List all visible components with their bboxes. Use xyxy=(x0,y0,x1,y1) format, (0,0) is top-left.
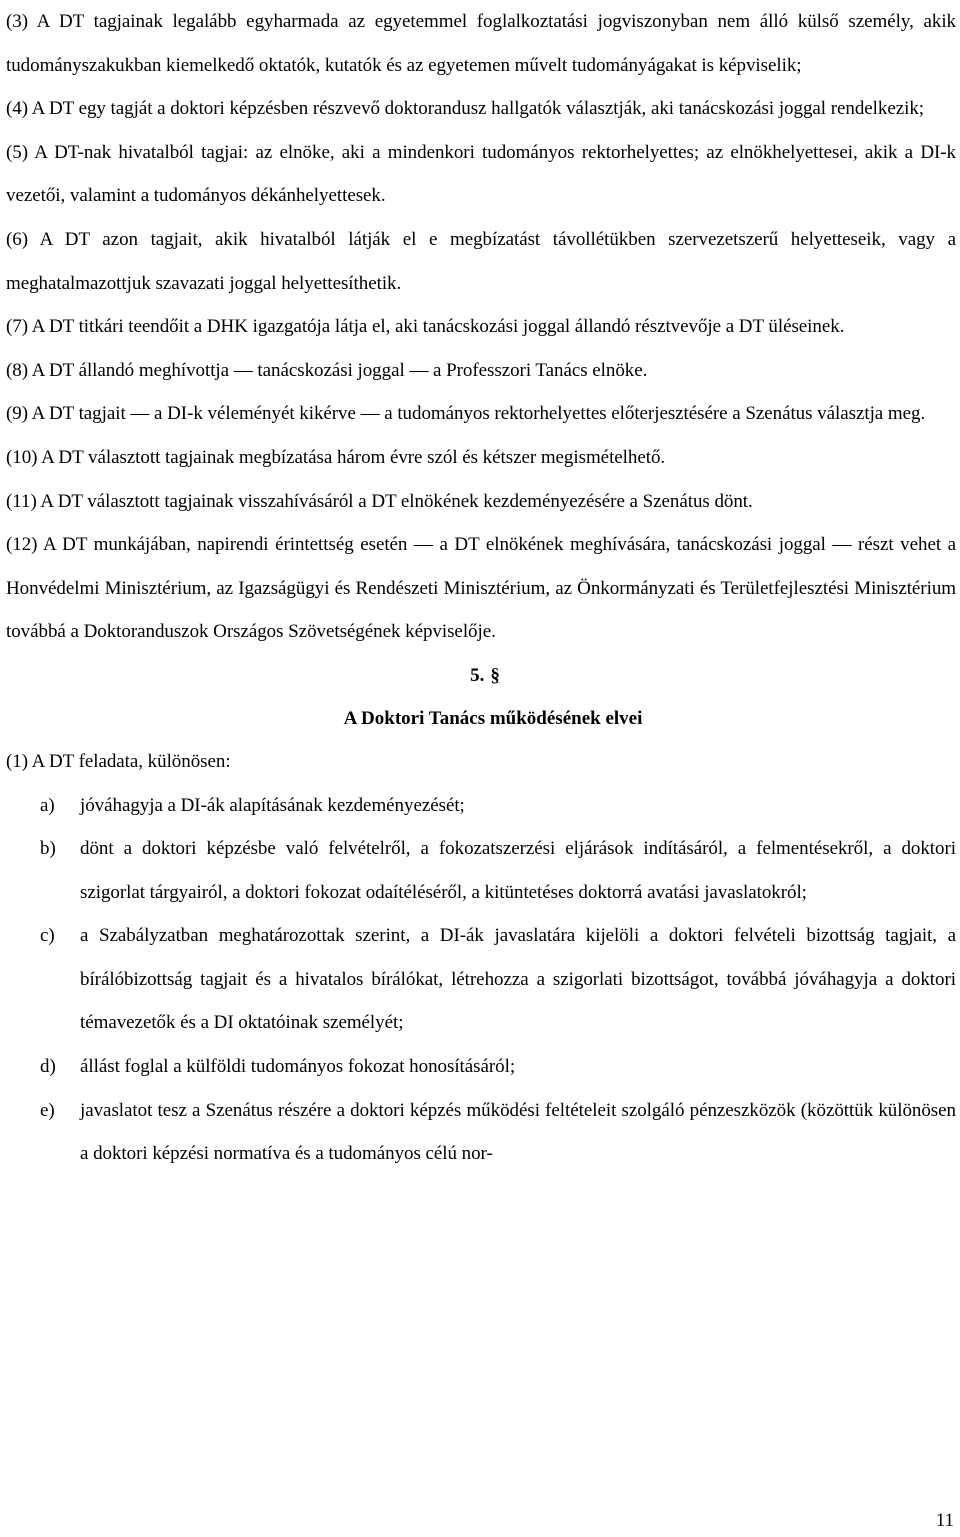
section-number-text: 5. xyxy=(470,664,485,686)
paragraph-3: (3) A DT tagjainak legalább egyharmada az egyetemmel foglalkoztatási jogviszonyban nem álló külső személy, akik tudományszakukban kiemelkedő oktatók, kutatók és az egyetemen művelt tudományágakat is képviselik; xyxy=(6,11,956,76)
section-number xyxy=(6,654,956,698)
list-letter: a) xyxy=(40,794,55,816)
list-text: jóváhagyja a DI-ák alapításának kezdeményezését; xyxy=(80,794,465,816)
paragraph-11: (11) A DT választott tagjainak visszahívásáról a DT elnökének kezdeményezésére a Szenátus dönt. xyxy=(6,490,753,512)
list-item xyxy=(6,827,956,914)
list-text: állást foglal a külföldi tudományos fokozat honosításáról; xyxy=(80,1056,516,1078)
list-item xyxy=(6,1089,956,1176)
list-item xyxy=(6,1045,956,1089)
section-sign: § xyxy=(490,664,500,686)
paragraph-10: (10) A DT választott tagjainak megbízatása három évre szól és kétszer megismételhető. xyxy=(6,446,666,468)
list-letter: e) xyxy=(40,1099,55,1121)
list-text: a Szabályzatban meghatározottak szerint, a DI-ák javaslatára kijelöli a doktori felvételi bizottság tagjait, a bírálóbizottság tagjait és a hivatalos bírálókat, létrehozza a szigorlati bizottságot, továbbá jóváhagyja a doktori témavezetők és a DI oktatóinak személyét; xyxy=(80,925,956,1034)
list-text: dönt a doktori képzésbe való felvételről, a fokozatszerzési eljárások indításáról, a felmentésekről, a doktori szigorlat tárgyairól, a doktori fokozat odaítéléséről, a kitüntetéses doktorrá avatási javaslatokról; xyxy=(80,838,956,903)
paragraph-7: (7) A DT titkári teendőit a DHK igazgatója látja el, aki tanácskozási joggal állandó résztvevője a DT üléseinek. xyxy=(6,316,845,338)
intro-paragraph: (1) A DT feladata, különösen: xyxy=(6,750,231,772)
document-page xyxy=(6,0,956,1176)
page-number: 11 xyxy=(935,1510,954,1531)
list-item xyxy=(6,784,956,828)
task-list xyxy=(6,784,956,1176)
list-item xyxy=(6,914,956,1045)
list-letter: d) xyxy=(40,1056,56,1078)
paragraph-6: (6) A DT azon tagjait, akik hivatalból látják el e megbízatást távollétükben szervezetszerű helyetteseik, vagy a meghatalmazottjuk szavazati joggal helyettesíthetik. xyxy=(6,228,956,294)
section-title: A Doktori Tanács működésének elvei xyxy=(343,707,643,729)
list-letter: b) xyxy=(40,838,56,860)
paragraph-8: (8) A DT állandó meghívottja ― tanácskozási joggal ― a Professzori Tanács elnöke. xyxy=(6,359,648,381)
paragraph-9: (9) A DT tagjait ― a DI-k véleményét kikérve ― a tudományos rektorhelyettes előterjesztésére a Szenátus választja meg. xyxy=(6,403,926,425)
list-text: javaslatot tesz a Szenátus részére a doktori képzés működési feltételeit szolgáló pénzeszközök (közöttük különösen a doktori képzési normatíva és a tudományos célú nor- xyxy=(80,1099,956,1165)
paragraphs-top xyxy=(6,0,956,654)
paragraph-12: (12) A DT munkájában, napirendi érintettség esetén ― a DT elnökének meghívására, tanácskozási joggal ― részt vehet a Honvédelmi Minisztérium, az Igazságügyi és Rendészeti Minisztérium, az Önkormányzati és Területfejlesztési Minisztérium továbbá a Doktoranduszok Országos Szövetségének képviselője. xyxy=(6,534,956,643)
list-letter: c) xyxy=(40,925,55,947)
paragraph-5: (5) A DT-nak hivatalból tagjai: az elnöke, aki a mindenkori tudományos rektorhelyettes; az elnökhelyettesei, akik a DI-k vezetői, valamint a tudományos dékánhelyettesek. xyxy=(6,141,956,207)
paragraph-4: (4) A DT egy tagját a doktori képzésben részvevő doktorandusz hallgatók választják, aki tanácskozási joggal rendelkezik; xyxy=(6,98,925,120)
